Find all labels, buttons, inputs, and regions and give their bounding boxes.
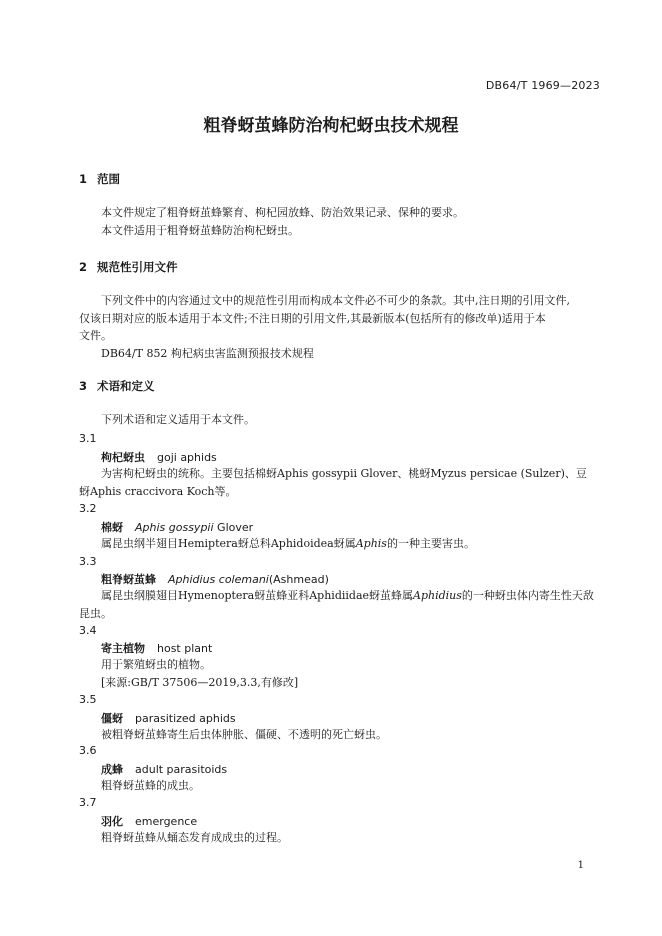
term-3-7-en: emergence [135,815,198,828]
term-3-4-def: 用于繁殖蚜虫的植物。 [101,658,211,671]
term-3-2-en-author: Glover [213,521,254,534]
term-3-3-number: 3.3 [79,555,97,568]
term-3-7-title [101,813,197,829]
term-3-7-def: 粗脊蚜茧蜂从蛹态发育成成虫的过程。 [101,831,288,844]
section-1-number: 1 [79,172,88,186]
term-3-2-en-italic: Aphis gossypii [135,521,214,534]
document-title: 粗脊蚜茧蜂防治枸杞蚜虫技术规程 [203,116,459,136]
term-3-4-source: [来源:GB/T 37506—2019,3.3,有修改] [101,676,299,689]
term-3-6-def: 粗脊蚜茧蜂的成虫。 [101,779,200,792]
term-3-2-def-a: 属昆虫纲半翅目Hemiptera蚜总科Aphidoidea蚜属 [101,537,356,550]
section-2-line-2: 仅该日期对应的版本适用于本文件;不注日期的引用文件,其最新版本(包括所有的修改单)适用于本 [79,312,546,325]
term-3-2-def-genus: Aphis [355,537,387,550]
term-3-5-def: 被粗脊蚜茧蜂寄生后虫体肿胀、僵硬、不透明的死亡蚜虫。 [101,728,387,741]
page-number: 1 [577,860,584,871]
section-3-title: 术语和定义 [97,379,155,393]
term-3-7-number: 3.7 [79,796,97,809]
term-3-1-en: goji aphids [157,451,217,464]
section-3-heading [79,378,155,394]
normative-reference: DB64/T 852 枸杞病虫害监测预报技术规程 [101,347,314,360]
section-2-title: 规范性引用文件 [97,260,178,274]
term-3-4-cn: 寄主植物 [101,642,145,655]
term-3-1-number: 3.1 [79,432,97,445]
term-3-2-def-b: 的一种主要害虫。 [386,537,475,550]
term-3-6-number: 3.6 [79,744,97,757]
term-3-5-cn: 僵蚜 [101,712,123,725]
term-3-3-def-line-1 [101,586,594,605]
term-3-3-def-line-2: 昆虫。 [79,607,112,620]
term-3-5-number: 3.5 [79,693,97,706]
term-3-1-cn: 枸杞蚜虫 [101,451,145,464]
term-3-3-en-italic: Aphidius colemani [168,573,269,586]
section-3-number: 3 [79,379,88,393]
term-3-4-number: 3.4 [79,624,97,637]
term-3-4-en: host plant [157,642,213,655]
section-1-heading [79,171,120,187]
standard-number: DB64/T 1969—2023 [485,79,600,92]
term-3-1-title [101,449,217,465]
term-3-2-def [101,534,475,553]
term-3-1-def-line-1: 为害枸杞蚜虫的统称。主要包括棉蚜Aphis gossypii Glover、桃蚜Myzus persicae (Sulzer)、豆 [101,467,587,480]
section-2-line-1: 下列文件中的内容通过文中的规范性引用而构成本文件必不可少的条款。其中,注日期的引用文件, [101,294,570,307]
term-3-2-number: 3.2 [79,502,97,515]
term-3-3-cn: 粗脊蚜茧蜂 [101,573,156,586]
section-1-title: 范围 [97,172,120,186]
term-3-6-title [101,761,227,777]
term-3-2-cn: 棉蚜 [101,521,123,534]
term-3-1-def-line-2: 蚜Aphis craccivora Koch等。 [79,485,237,498]
section-2-line-3: 文件。 [79,329,112,342]
term-3-4-title [101,640,212,656]
section-2-heading [79,259,178,275]
term-3-3-def-genus: Aphidius [413,589,462,602]
term-3-6-en: adult parasitoids [135,763,228,776]
term-3-6-cn: 成蜂 [101,763,123,776]
term-3-5-title [101,710,236,726]
term-3-3-title [101,571,329,587]
term-3-3-def-a: 属昆虫纲膜翅目Hymenoptera蚜茧蜂亚科Aphidiidae蚜茧蜂属 [101,589,414,602]
term-3-2-title [101,519,253,535]
section-1-para-1: 本文件规定了粗脊蚜茧蜂繁育、枸杞园放蜂、防治效果记录、保种的要求。 [101,206,464,219]
section-2-number: 2 [79,260,88,274]
term-3-7-cn: 羽化 [101,815,123,828]
term-3-5-en: parasitized aphids [135,712,236,725]
term-3-3-def-b: 的一种蚜虫体内寄生性天敌 [461,589,594,602]
section-1-para-2: 本文件适用于粗脊蚜茧蜂防治枸杞蚜虫。 [101,224,299,237]
section-3-intro: 下列术语和定义适用于本文件。 [101,413,255,426]
term-3-3-en-author: (Ashmead) [268,573,329,586]
